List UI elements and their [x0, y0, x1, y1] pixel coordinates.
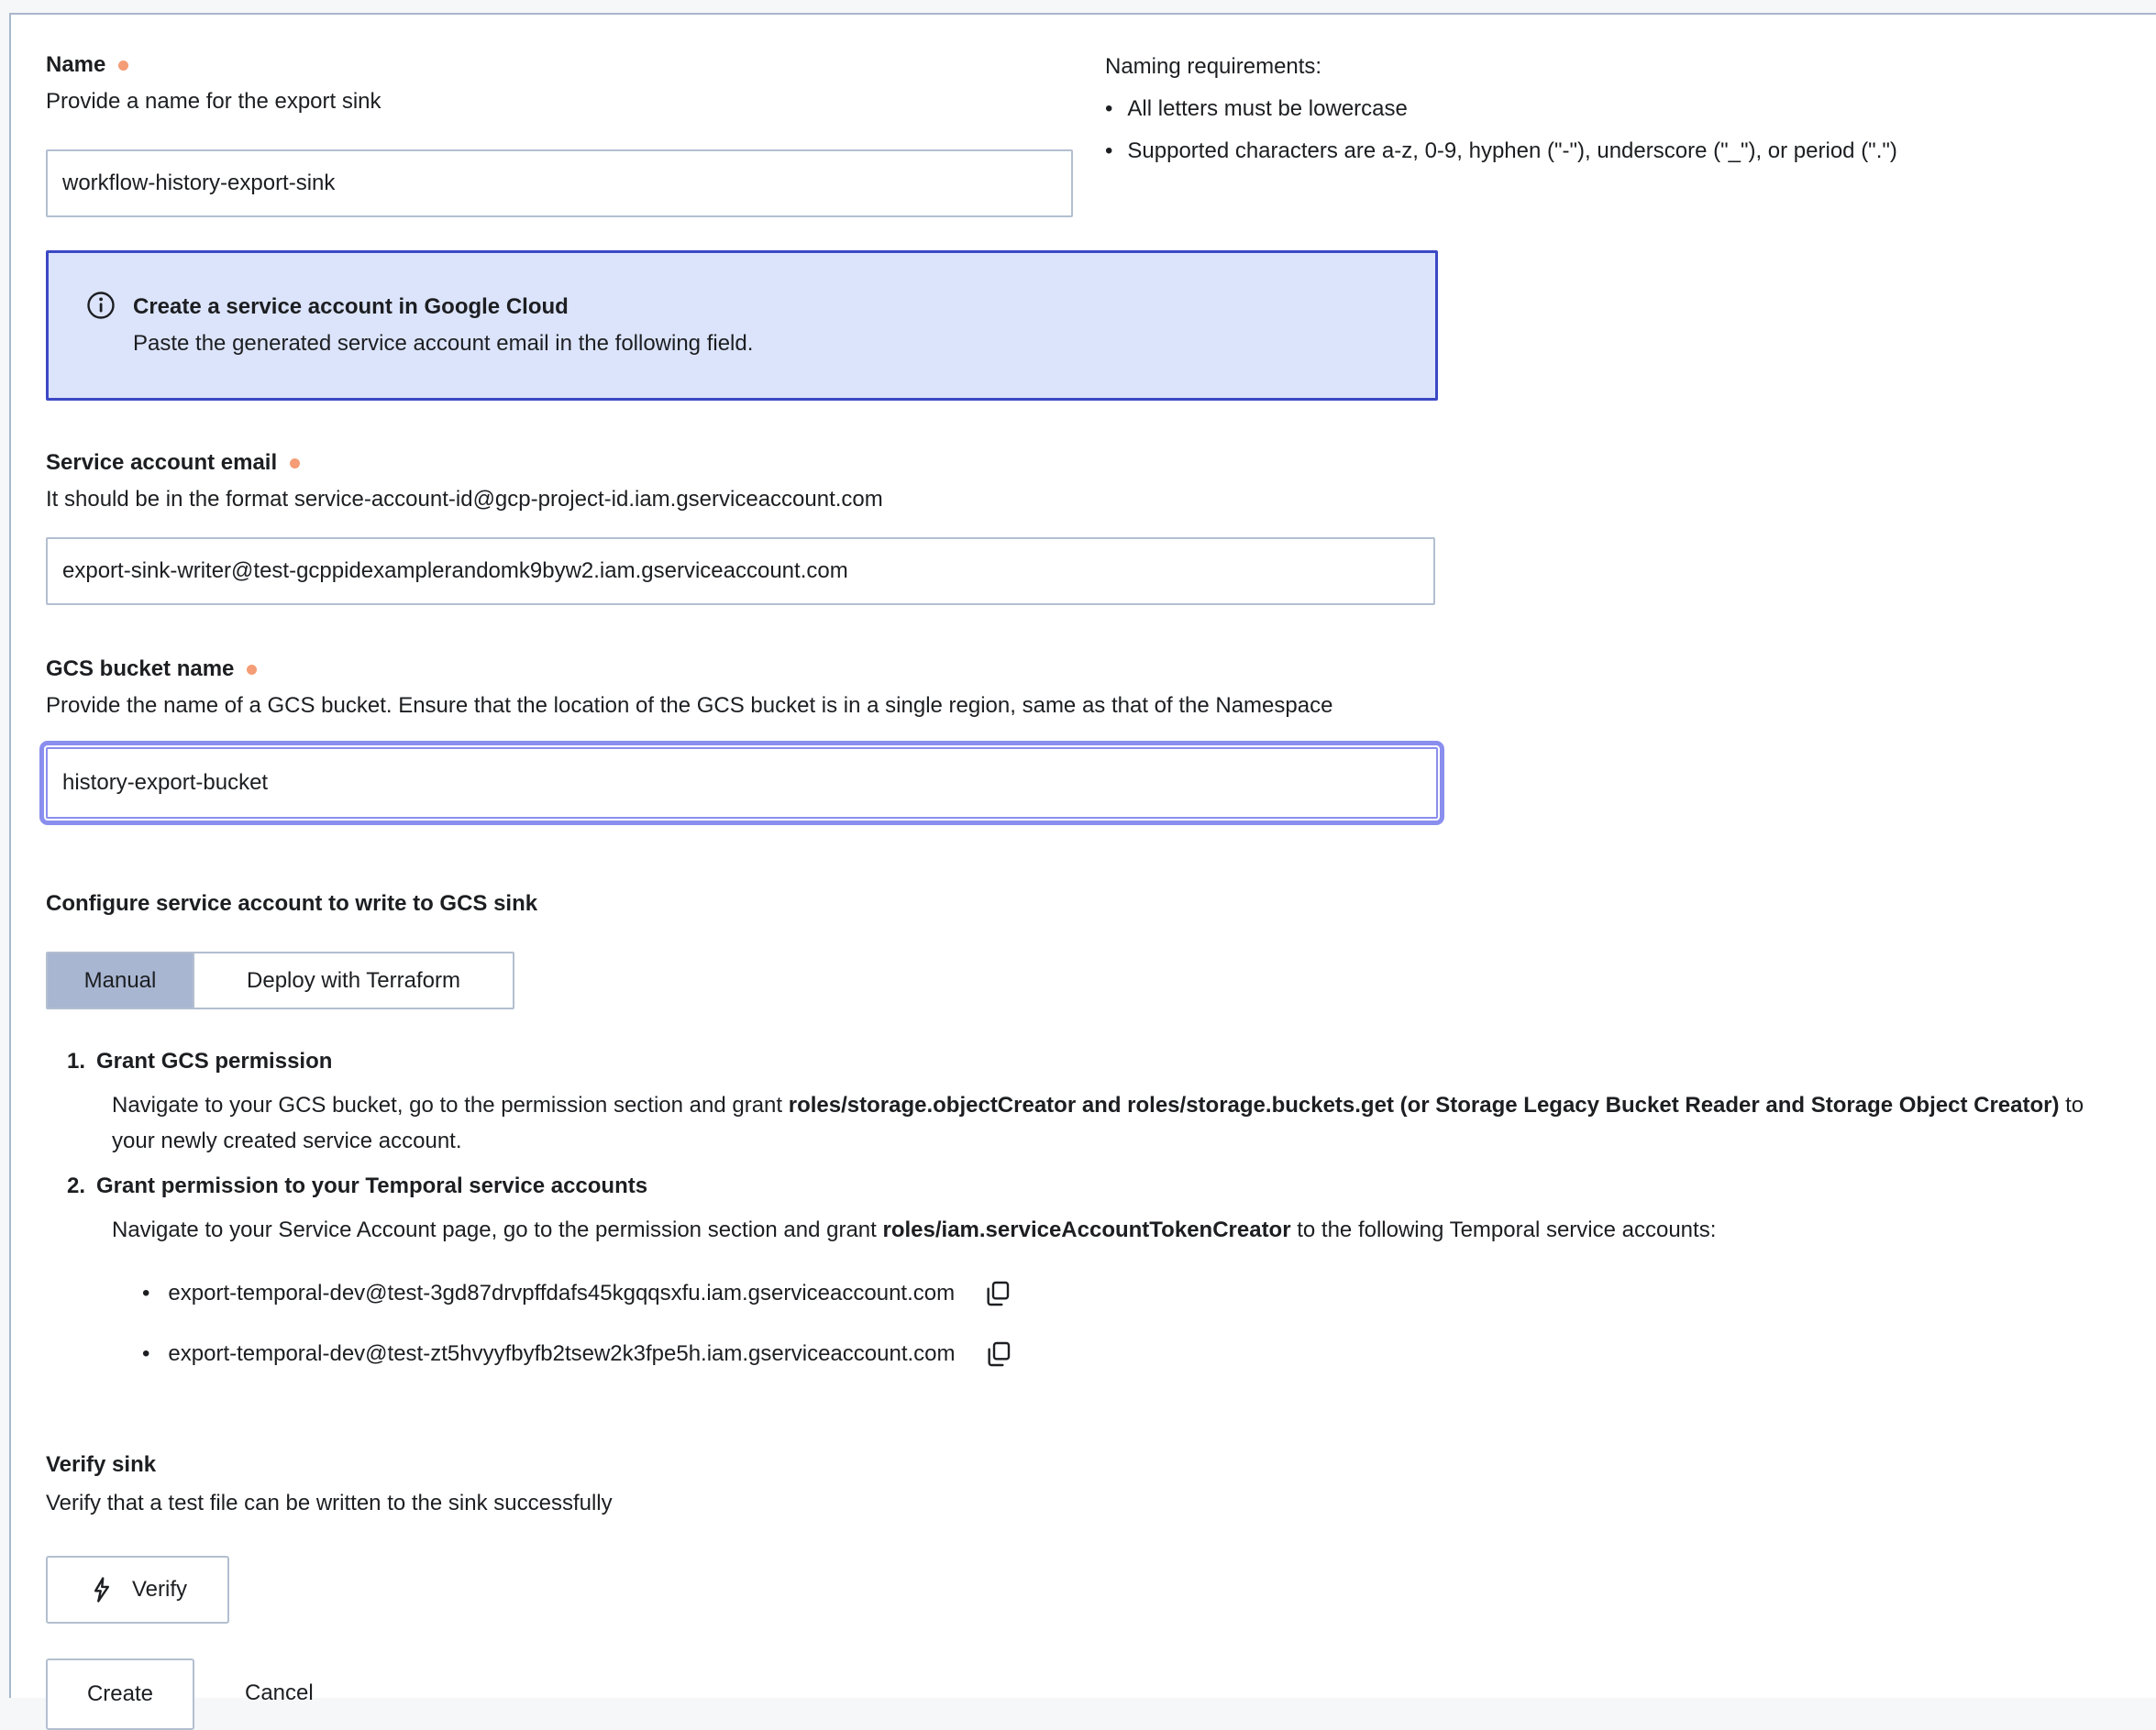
- verify-button-label: Verify: [131, 1577, 188, 1602]
- bucket-input[interactable]: [46, 747, 1438, 819]
- required-dot: [118, 61, 128, 71]
- temporal-account-list: [46, 1279, 2156, 1369]
- verify-section: [46, 1451, 2156, 1624]
- naming-requirements: [1105, 51, 1897, 165]
- step-2-body-prefix: Navigate to your Service Account page, go to the permission section and grant: [112, 1218, 883, 1242]
- manual-steps: [46, 1048, 2156, 1369]
- info-banner: [46, 250, 1438, 401]
- bucket-label: GCS bucket name: [46, 656, 235, 681]
- tab-deploy-terraform[interactable]: Deploy with Terraform: [193, 953, 513, 1008]
- create-button[interactable]: Create: [46, 1658, 194, 1730]
- copy-icon[interactable]: [983, 1339, 1012, 1369]
- naming-requirements-title: Naming requirements:: [1105, 54, 1322, 79]
- verify-description: Verify that a test file can be written to the sink successfully: [46, 1491, 613, 1515]
- step-1-title-row: [67, 1048, 2156, 1075]
- step-1-body: [112, 1087, 2120, 1159]
- service-account-label: Service account email: [46, 450, 278, 475]
- configure-tabs: [46, 952, 514, 1009]
- required-dot: [247, 665, 257, 675]
- service-account-section: [46, 449, 2156, 605]
- name-row: [46, 51, 2156, 217]
- temporal-account-item: [142, 1339, 2156, 1369]
- cancel-button[interactable]: Cancel: [245, 1680, 314, 1705]
- step-1-body-suffix: to your newly created service account.: [112, 1093, 2084, 1153]
- bucket-description: Provide the name of a GCS bucket. Ensure that the location of the GCS bucket is in a single region, same as that of the Namespace: [46, 693, 1333, 718]
- name-input[interactable]: [46, 149, 1073, 217]
- naming-requirement-text: All letters must be lowercase: [1127, 96, 1408, 121]
- temporal-account-email: export-temporal-dev@test-zt5hvyyfbyfb2tsew2k3fpe5h.iam.gserviceaccount.com: [168, 1341, 956, 1366]
- step-2-body-suffix: to the following Temporal service accounts:: [1290, 1218, 1717, 1242]
- verify-button[interactable]: [46, 1556, 229, 1624]
- bucket-section: [46, 656, 2156, 819]
- naming-requirement-item: [1105, 95, 1897, 123]
- bullet-icon: •: [1105, 138, 1113, 163]
- naming-requirement-item: [1105, 138, 1897, 165]
- step-2-body-bold: roles/iam.serviceAccountTokenCreator: [882, 1218, 1291, 1242]
- service-account-input[interactable]: [46, 537, 1435, 605]
- step-2-title: Grant permission to your Temporal service accounts: [96, 1174, 648, 1198]
- step-2-body: [112, 1212, 2120, 1248]
- step-2-number: 2.: [67, 1174, 86, 1198]
- service-account-description: It should be in the format service-account-id@gcp-project-id.iam.gserviceaccount.com: [46, 487, 883, 512]
- step-1-title: Grant GCS permission: [96, 1049, 333, 1074]
- temporal-account-email: export-temporal-dev@test-3gd87drvpffdafs45kgqqsxfu.iam.gserviceaccount.com: [168, 1281, 956, 1306]
- step-1-body-prefix: Navigate to your GCS bucket, go to the permission section and grant: [112, 1093, 789, 1118]
- tab-manual[interactable]: Manual: [48, 953, 193, 1008]
- copy-icon[interactable]: [982, 1279, 1012, 1308]
- required-dot: [290, 458, 300, 468]
- bucket-label-row: [46, 656, 2156, 683]
- info-banner-title: Create a service account in Google Cloud: [133, 294, 569, 319]
- step-1-number: 1.: [67, 1049, 86, 1074]
- name-description: Provide a name for the export sink: [46, 89, 381, 114]
- bullet-icon: •: [142, 1281, 150, 1306]
- service-account-label-row: [46, 449, 2156, 477]
- form-actions: [46, 1658, 2156, 1730]
- name-label-row: [46, 51, 1073, 79]
- export-sink-form-panel: [9, 13, 2156, 1706]
- step-1-body-bold: roles/storage.objectCreator and roles/storage.buckets.get (or Storage Legacy Bucket Reader and Storage Object Creator): [788, 1093, 2060, 1118]
- name-label: Name: [46, 52, 106, 77]
- bullet-icon: •: [142, 1341, 150, 1366]
- info-icon: [85, 290, 116, 321]
- lightning-icon: [88, 1576, 116, 1603]
- configure-heading: Configure service account to write to GCS sink: [46, 891, 538, 916]
- step-2-title-row: [67, 1173, 2156, 1200]
- bullet-icon: •: [1105, 96, 1113, 121]
- configure-section: [46, 890, 2156, 1369]
- verify-heading: Verify sink: [46, 1452, 157, 1477]
- naming-requirement-text: Supported characters are a-z, 0-9, hyphen ("-"), underscore ("_"), or period ("."): [1127, 138, 1897, 163]
- temporal-account-item: [142, 1279, 2156, 1308]
- info-banner-body: Paste the generated service account email in the following field.: [133, 331, 754, 356]
